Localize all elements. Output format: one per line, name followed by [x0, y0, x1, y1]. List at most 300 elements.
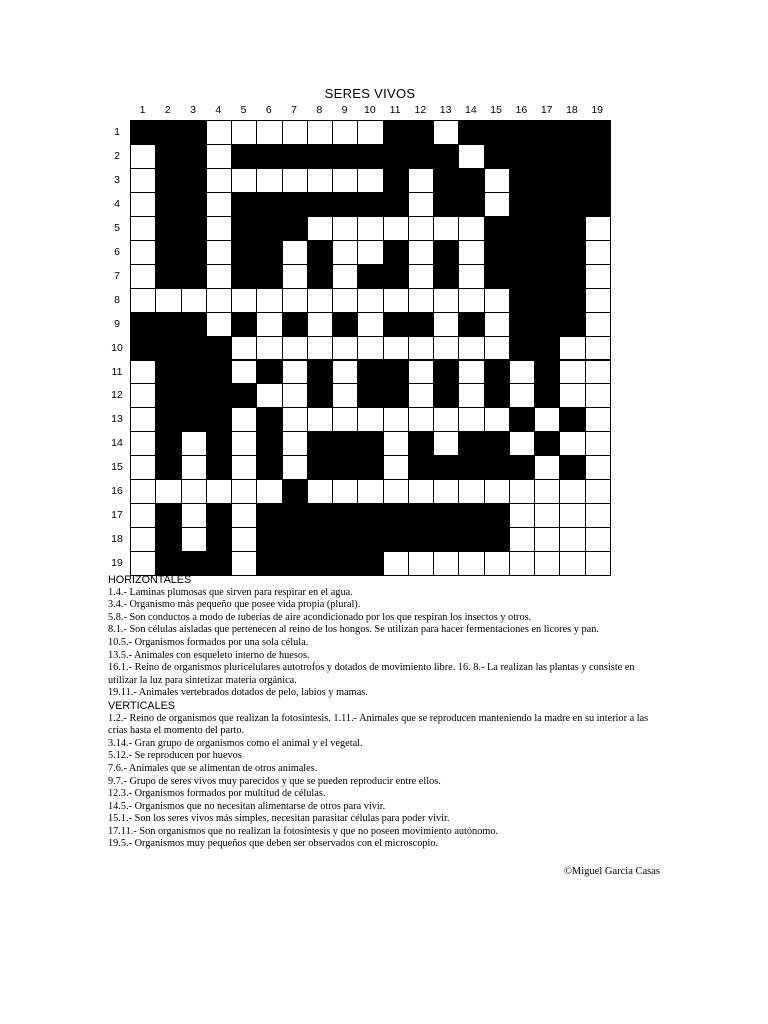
- black-square: [332, 192, 358, 217]
- answer-cell[interactable]: [534, 455, 560, 480]
- black-square: [559, 264, 585, 289]
- black-square: [433, 240, 459, 265]
- column-number: 4: [215, 104, 222, 116]
- answer-cell[interactable]: [408, 407, 434, 432]
- answer-cell[interactable]: [357, 312, 383, 337]
- answer-cell[interactable]: [408, 192, 434, 217]
- answer-cell[interactable]: [484, 479, 510, 504]
- answer-cell[interactable]: [534, 407, 560, 432]
- answer-cell[interactable]: [585, 479, 611, 504]
- answer-cell[interactable]: [357, 120, 383, 145]
- answer-cell[interactable]: [433, 479, 459, 504]
- answer-cell[interactable]: [332, 216, 358, 241]
- answer-cell[interactable]: [282, 240, 308, 265]
- answer-cell[interactable]: [585, 312, 611, 337]
- answer-cell[interactable]: [484, 551, 510, 576]
- horizontal-clue: 16.1.- Reino de organismos pluricelulares autotrofos y dotados de movimiento libre. 16. 8.- La realizan las plantas y consiste en utilizar la luz para sintetizar materia orgánica.: [108, 662, 635, 686]
- row-number: 8: [114, 293, 120, 306]
- black-square: [357, 551, 383, 576]
- answer-cell[interactable]: [332, 360, 358, 385]
- black-square: [307, 551, 333, 576]
- answer-cell[interactable]: [559, 336, 585, 361]
- answer-cell[interactable]: [231, 407, 257, 432]
- black-square: [256, 551, 282, 576]
- column-number: 2: [164, 104, 171, 116]
- answer-cell[interactable]: [256, 288, 282, 313]
- answer-cell[interactable]: [484, 288, 510, 313]
- answer-cell[interactable]: [282, 431, 308, 456]
- black-square: [509, 455, 535, 480]
- black-square: [181, 264, 207, 289]
- answer-cell[interactable]: [206, 264, 232, 289]
- black-square: [155, 360, 181, 385]
- black-square: [458, 168, 484, 193]
- answer-cell[interactable]: [484, 312, 510, 337]
- black-square: [155, 455, 181, 480]
- answer-cell[interactable]: [282, 455, 308, 480]
- answer-cell[interactable]: [408, 479, 434, 504]
- black-square: [357, 360, 383, 385]
- answer-cell[interactable]: [484, 192, 510, 217]
- answer-cell[interactable]: [130, 168, 156, 193]
- black-square: [433, 192, 459, 217]
- answer-cell[interactable]: [307, 120, 333, 145]
- black-square: [332, 527, 358, 552]
- answer-cell[interactable]: [130, 479, 156, 504]
- answer-cell[interactable]: [585, 455, 611, 480]
- answer-cell[interactable]: [357, 479, 383, 504]
- black-square: [256, 431, 282, 456]
- column-number: 16: [515, 104, 528, 116]
- black-square: [433, 455, 459, 480]
- answer-cell[interactable]: [231, 431, 257, 456]
- answer-cell[interactable]: [307, 336, 333, 361]
- answer-cell[interactable]: [307, 312, 333, 337]
- black-square: [484, 455, 510, 480]
- answer-cell[interactable]: [509, 479, 535, 504]
- answer-cell[interactable]: [282, 383, 308, 408]
- answer-cell[interactable]: [458, 336, 484, 361]
- answer-cell[interactable]: [231, 360, 257, 385]
- answer-cell[interactable]: [130, 455, 156, 480]
- answer-cell[interactable]: [231, 120, 257, 145]
- black-square: [484, 144, 510, 169]
- answer-cell[interactable]: [231, 168, 257, 193]
- black-square: [509, 288, 535, 313]
- answer-cell[interactable]: [534, 551, 560, 576]
- black-square: [534, 336, 560, 361]
- black-square: [206, 360, 232, 385]
- answer-cell[interactable]: [458, 144, 484, 169]
- black-square: [282, 479, 308, 504]
- answer-cell[interactable]: [433, 431, 459, 456]
- answer-cell[interactable]: [307, 479, 333, 504]
- answer-cell[interactable]: [282, 288, 308, 313]
- answer-cell[interactable]: [559, 383, 585, 408]
- column-number: 3: [190, 104, 196, 116]
- black-square: [231, 144, 257, 169]
- answer-cell[interactable]: [206, 312, 232, 337]
- answer-cell[interactable]: [559, 360, 585, 385]
- answer-cell[interactable]: [509, 360, 535, 385]
- row-number: 6: [114, 245, 120, 258]
- black-square: [307, 192, 333, 217]
- black-square: [307, 527, 333, 552]
- black-square: [282, 503, 308, 528]
- answer-cell[interactable]: [357, 168, 383, 193]
- answer-cell[interactable]: [383, 407, 409, 432]
- answer-cell[interactable]: [509, 527, 535, 552]
- answer-cell[interactable]: [357, 407, 383, 432]
- black-square: [458, 503, 484, 528]
- black-square: [206, 407, 232, 432]
- answer-cell[interactable]: [484, 336, 510, 361]
- black-square: [181, 360, 207, 385]
- answer-cell[interactable]: [130, 264, 156, 289]
- black-square: [509, 216, 535, 241]
- answer-cell[interactable]: [383, 551, 409, 576]
- answer-cell[interactable]: [282, 120, 308, 145]
- black-square: [206, 527, 232, 552]
- black-square: [484, 216, 510, 241]
- answer-cell[interactable]: [282, 168, 308, 193]
- black-square: [231, 383, 257, 408]
- answer-cell[interactable]: [181, 527, 207, 552]
- black-square: [155, 144, 181, 169]
- answer-cell[interactable]: [357, 240, 383, 265]
- answer-cell[interactable]: [534, 479, 560, 504]
- answer-cell[interactable]: [231, 336, 257, 361]
- answer-cell[interactable]: [357, 216, 383, 241]
- answer-cell[interactable]: [383, 431, 409, 456]
- black-square: [559, 168, 585, 193]
- answer-cell[interactable]: [559, 527, 585, 552]
- black-square: [256, 144, 282, 169]
- answer-cell[interactable]: [282, 336, 308, 361]
- answer-cell[interactable]: [206, 168, 232, 193]
- answer-cell[interactable]: [357, 288, 383, 313]
- black-square: [383, 264, 409, 289]
- answer-cell[interactable]: [130, 288, 156, 313]
- answer-cell[interactable]: [206, 288, 232, 313]
- column-number: 14: [465, 104, 477, 116]
- answer-cell[interactable]: [408, 383, 434, 408]
- answer-cell[interactable]: [484, 168, 510, 193]
- answer-cell[interactable]: [585, 288, 611, 313]
- answer-cell[interactable]: [509, 383, 535, 408]
- answer-cell[interactable]: [408, 240, 434, 265]
- answer-cell[interactable]: [256, 336, 282, 361]
- column-number: 10: [363, 104, 376, 116]
- black-square: [256, 216, 282, 241]
- black-square: [181, 144, 207, 169]
- answer-cell[interactable]: [282, 360, 308, 385]
- black-square: [307, 503, 333, 528]
- black-square: [256, 503, 282, 528]
- answer-cell[interactable]: [206, 479, 232, 504]
- answer-cell[interactable]: [181, 503, 207, 528]
- answer-cell[interactable]: [231, 551, 257, 576]
- answer-cell[interactable]: [433, 407, 459, 432]
- answer-cell[interactable]: [383, 455, 409, 480]
- black-square: [231, 240, 257, 265]
- answer-cell[interactable]: [130, 527, 156, 552]
- answer-cell[interactable]: [408, 168, 434, 193]
- answer-cell[interactable]: [585, 336, 611, 361]
- answer-cell[interactable]: [458, 551, 484, 576]
- black-square: [433, 168, 459, 193]
- black-square: [256, 192, 282, 217]
- black-square: [534, 312, 560, 337]
- row-number: 15: [111, 461, 123, 474]
- column-number: 15: [490, 104, 502, 116]
- answer-cell[interactable]: [559, 503, 585, 528]
- answer-cell[interactable]: [585, 240, 611, 265]
- answer-cell[interactable]: [458, 288, 484, 313]
- vertical-clue: 1.2.- Reino de organismos que realizan la fotosíntesis. 1.11.- Animales que se reproducen manteniendo la madre en su interior a las crías hasta el momento del parto.: [108, 712, 649, 737]
- answer-cell[interactable]: [282, 264, 308, 289]
- black-square: [155, 168, 181, 193]
- black-square: [559, 288, 585, 313]
- vertical-clue: 3.14.- Gran grupo de organismos como el animal y el vegetal.: [108, 737, 363, 749]
- answer-cell[interactable]: [332, 240, 358, 265]
- answer-cell[interactable]: [509, 503, 535, 528]
- black-square: [256, 527, 282, 552]
- answer-cell[interactable]: [256, 312, 282, 337]
- black-square: [383, 120, 409, 145]
- black-square: [332, 431, 358, 456]
- black-square: [256, 360, 282, 385]
- black-square: [206, 383, 232, 408]
- answer-cell[interactable]: [256, 120, 282, 145]
- black-square: [332, 455, 358, 480]
- answer-cell[interactable]: [332, 407, 358, 432]
- answer-cell[interactable]: [509, 551, 535, 576]
- horizontal-clue: 3.4.- Organismo más pequeño que posee vida propia (plural).: [108, 599, 361, 611]
- answer-cell[interactable]: [383, 288, 409, 313]
- answer-cell[interactable]: [458, 407, 484, 432]
- row-number: 12: [111, 389, 123, 402]
- answer-cell[interactable]: [206, 144, 232, 169]
- black-square: [181, 168, 207, 193]
- answer-cell[interactable]: [585, 216, 611, 241]
- black-square: [181, 312, 207, 337]
- answer-cell[interactable]: [231, 455, 257, 480]
- clues-section: [108, 574, 664, 851]
- answer-cell[interactable]: [332, 336, 358, 361]
- answer-cell[interactable]: [130, 383, 156, 408]
- row-number: 5: [114, 221, 120, 234]
- answer-cell[interactable]: [433, 312, 459, 337]
- black-square: [484, 431, 510, 456]
- answer-cell[interactable]: [130, 360, 156, 385]
- black-square: [585, 144, 611, 169]
- black-square: [256, 264, 282, 289]
- black-square: [509, 312, 535, 337]
- answer-cell[interactable]: [130, 192, 156, 217]
- answer-cell[interactable]: [130, 240, 156, 265]
- black-square: [534, 288, 560, 313]
- answer-cell[interactable]: [231, 479, 257, 504]
- horizontal-clue: 5.8.- Son conductos a modo de tuberías de aire acondicionado por los que respiran los insectos y otros.: [108, 611, 532, 623]
- black-square: [458, 527, 484, 552]
- black-square: [307, 455, 333, 480]
- answer-cell[interactable]: [357, 336, 383, 361]
- black-square: [181, 240, 207, 265]
- answer-cell[interactable]: [408, 551, 434, 576]
- answer-cell[interactable]: [585, 431, 611, 456]
- answer-cell[interactable]: [155, 288, 181, 313]
- answer-cell[interactable]: [332, 264, 358, 289]
- black-square: [484, 120, 510, 145]
- answer-cell[interactable]: [332, 120, 358, 145]
- answer-cell[interactable]: [534, 527, 560, 552]
- answer-cell[interactable]: [433, 216, 459, 241]
- answer-cell[interactable]: [458, 240, 484, 265]
- black-square: [307, 383, 333, 408]
- black-square: [282, 144, 308, 169]
- black-square: [206, 551, 232, 576]
- answer-cell[interactable]: [559, 431, 585, 456]
- answer-cell[interactable]: [433, 336, 459, 361]
- answer-cell[interactable]: [332, 383, 358, 408]
- answer-cell[interactable]: [181, 479, 207, 504]
- black-square: [231, 192, 257, 217]
- black-square: [181, 383, 207, 408]
- answer-cell[interactable]: [155, 479, 181, 504]
- black-square: [155, 407, 181, 432]
- answer-cell[interactable]: [206, 216, 232, 241]
- black-square: [509, 120, 535, 145]
- black-square: [408, 431, 434, 456]
- answer-cell[interactable]: [585, 264, 611, 289]
- answer-cell[interactable]: [256, 383, 282, 408]
- answer-cell[interactable]: [559, 551, 585, 576]
- black-square: [585, 120, 611, 145]
- answer-cell[interactable]: [585, 360, 611, 385]
- answer-cell[interactable]: [282, 407, 308, 432]
- black-square: [458, 120, 484, 145]
- answer-cell[interactable]: [585, 503, 611, 528]
- page-title: SERES VIVOS: [324, 86, 416, 101]
- answer-cell[interactable]: [130, 431, 156, 456]
- answer-cell[interactable]: [458, 479, 484, 504]
- answer-cell[interactable]: [433, 551, 459, 576]
- black-square: [357, 527, 383, 552]
- answer-cell[interactable]: [458, 264, 484, 289]
- answer-cell[interactable]: [130, 407, 156, 432]
- black-square: [534, 240, 560, 265]
- black-square: [332, 312, 358, 337]
- answer-cell[interactable]: [332, 168, 358, 193]
- row-number: 16: [111, 485, 123, 498]
- answer-cell[interactable]: [307, 168, 333, 193]
- answer-cell[interactable]: [181, 455, 207, 480]
- answer-cell[interactable]: [458, 383, 484, 408]
- black-square: [155, 192, 181, 217]
- column-number: 1: [139, 104, 146, 116]
- answer-cell[interactable]: [307, 407, 333, 432]
- answer-cell[interactable]: [383, 216, 409, 241]
- answer-cell[interactable]: [181, 288, 207, 313]
- answer-cell[interactable]: [509, 431, 535, 456]
- black-square: [357, 383, 383, 408]
- black-square: [408, 120, 434, 145]
- answer-cell[interactable]: [383, 336, 409, 361]
- answer-cell[interactable]: [130, 551, 156, 576]
- answer-cell[interactable]: [231, 288, 257, 313]
- vertical-clue: 5.12.- Se reproducen por huevos: [108, 750, 242, 762]
- black-square: [383, 144, 409, 169]
- row-number: 9: [114, 317, 120, 330]
- answer-cell[interactable]: [408, 288, 434, 313]
- black-square: [282, 312, 308, 337]
- answer-cell[interactable]: [332, 479, 358, 504]
- answer-cell[interactable]: [585, 383, 611, 408]
- answer-cell[interactable]: [458, 360, 484, 385]
- answer-cell[interactable]: [231, 527, 257, 552]
- black-square: [357, 144, 383, 169]
- answer-cell[interactable]: [408, 336, 434, 361]
- horizontal-clue: 8.1.- Son células aisladas que pertenecen al reino de los hongos. Se utilizan para hacer fermentaciones en licores y pan.: [108, 624, 599, 636]
- row-number: 14: [111, 437, 123, 450]
- answer-cell[interactable]: [534, 503, 560, 528]
- answer-cell[interactable]: [433, 288, 459, 313]
- black-square: [534, 120, 560, 145]
- answer-cell[interactable]: [307, 288, 333, 313]
- answer-cell[interactable]: [181, 431, 207, 456]
- answer-cell[interactable]: [585, 551, 611, 576]
- answer-cell[interactable]: [433, 120, 459, 145]
- black-square: [206, 336, 232, 361]
- black-square: [383, 527, 409, 552]
- answer-cell[interactable]: [206, 240, 232, 265]
- black-square: [433, 360, 459, 385]
- answer-cell[interactable]: [206, 120, 232, 145]
- answer-cell[interactable]: [383, 479, 409, 504]
- answer-cell[interactable]: [408, 264, 434, 289]
- black-square: [458, 431, 484, 456]
- answer-cell[interactable]: [307, 216, 333, 241]
- black-square: [231, 264, 257, 289]
- answer-cell[interactable]: [408, 216, 434, 241]
- column-numbers: [130, 104, 610, 120]
- answer-cell[interactable]: [458, 216, 484, 241]
- answer-cell[interactable]: [484, 407, 510, 432]
- black-square: [484, 264, 510, 289]
- answer-cell[interactable]: [332, 288, 358, 313]
- black-square: [181, 120, 207, 145]
- answer-cell[interactable]: [206, 192, 232, 217]
- row-number: 7: [114, 269, 120, 282]
- answer-cell[interactable]: [585, 527, 611, 552]
- answer-cell[interactable]: [130, 144, 156, 169]
- black-square: [509, 192, 535, 217]
- answer-cell[interactable]: [130, 503, 156, 528]
- answer-cell[interactable]: [559, 479, 585, 504]
- answer-cell[interactable]: [408, 360, 434, 385]
- answer-cell[interactable]: [130, 216, 156, 241]
- black-square: [484, 360, 510, 385]
- black-square: [458, 455, 484, 480]
- answer-cell[interactable]: [231, 503, 257, 528]
- column-number: 19: [591, 104, 604, 116]
- horizontal-clues-title: HORIZONTALES: [108, 574, 192, 586]
- answer-cell[interactable]: [256, 479, 282, 504]
- black-square: [559, 120, 585, 145]
- answer-cell[interactable]: [256, 168, 282, 193]
- answer-cell[interactable]: [585, 407, 611, 432]
